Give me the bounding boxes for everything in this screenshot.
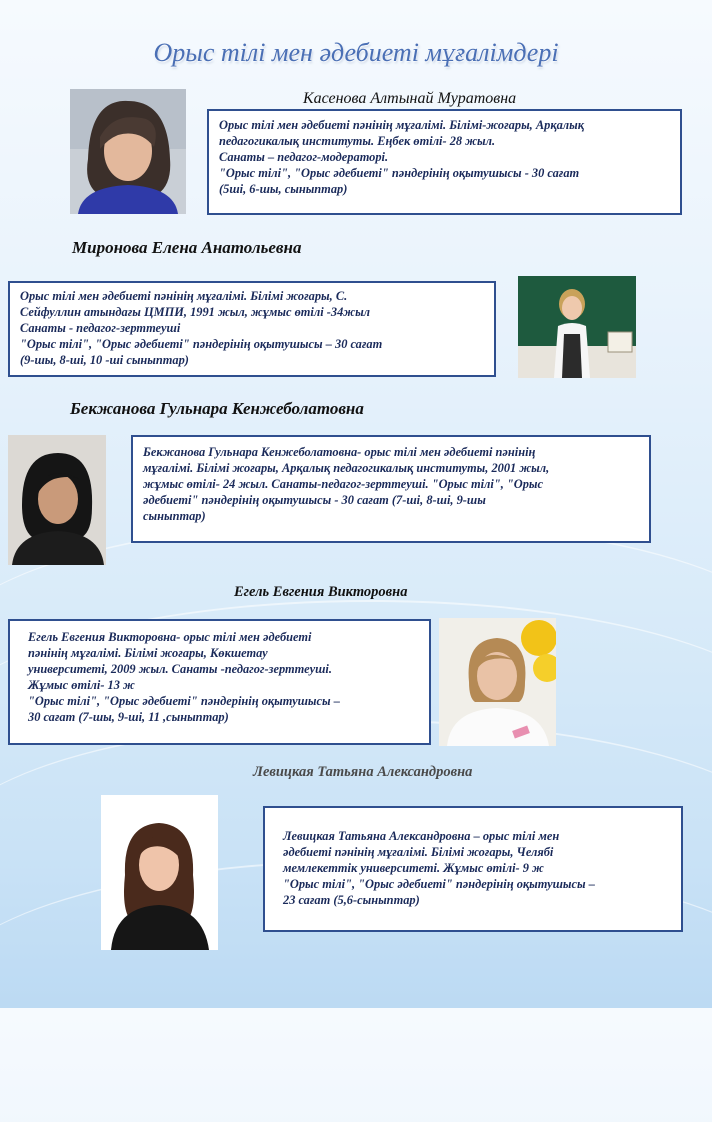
teacher-name-egel: Егель Евгения Викторовна <box>234 584 408 600</box>
teacher-info-box-levitskaya <box>263 806 683 932</box>
info-line: Орыс тілі мен әдебиеті пәнінің мұғалімі. Білімі-жоғары, Арқалық <box>219 118 585 132</box>
info-line: 30 сағат (7-шы, 9-ші, 11 ,сыныптар) <box>28 710 229 724</box>
portrait-photo-icon <box>439 618 556 746</box>
info-line: Егель Евгения Викторовна- орыс тілі мен әдебиеті <box>28 630 312 644</box>
teacher-photo-mironova <box>518 276 636 378</box>
teacher-photo-levitskaya <box>101 795 218 950</box>
portrait-photo-icon <box>70 89 186 214</box>
teacher-info-box-egel <box>8 619 431 745</box>
teacher-name-levitskaya: Левицкая Татьяна Александровна <box>253 764 473 780</box>
portrait-photo-icon <box>8 435 106 565</box>
info-line: жұмыс өтілі- 24 жыл. Санаты-педагог-зерттеуші. "Орыс тілі", "Орыс <box>143 477 544 491</box>
info-line: "Орыс тілі", "Орыс әдебиеті" пәндерінің оқытушысы – <box>28 694 340 708</box>
info-line: (9-шы, 8-ші, 10 -ші сыныптар) <box>20 353 189 367</box>
teacher-info-box-bekzhanova <box>131 435 651 543</box>
info-line: Санаты – педагог-модераторі. <box>219 150 389 164</box>
portrait-photo-icon <box>101 795 218 950</box>
info-line: университеті, 2009 жыл. Санаты -педагог-зерттеуші. <box>28 662 332 676</box>
teacher-info-box-kasenova <box>207 109 682 215</box>
info-line: пәнінің мұғалімі. Білімі жоғары, Көкшетау <box>28 646 268 660</box>
info-line: Левицкая Татьяна Александровна – орыс тілі мен <box>283 829 560 843</box>
info-line: Бекжанова Гульнара Кенжеболатовна- орыс тілі мен әдебиеті пәнінің <box>143 445 536 459</box>
info-line: "Орыс тілі", "Орыс әдебиеті" пәндерінің оқытушысы – <box>283 877 595 891</box>
teacher-name-kasenova: Касенова Алтынай Муратовна <box>303 90 517 107</box>
teacher-name-mironova: Миронова Елена Анатольевна <box>72 238 302 257</box>
info-line: сыныптар) <box>143 509 206 523</box>
info-line: Орыс тілі мен әдебиеті пәнінің мұғалімі. Білімі жоғары, С. <box>20 289 348 303</box>
teacher-photo-egel <box>439 618 556 746</box>
info-line: әдебиеті" пәндерінің оқытушысы - 30 сағат (7-ші, 8-ші, 9-шы <box>143 493 486 507</box>
info-line: "Орыс тілі", "Орыс әдебиеті" пәндерінің оқытушысы - 30 сағат <box>219 166 580 180</box>
page-title: Орыс тілі мен әдебиеті мұғалімдері <box>153 38 559 67</box>
info-line: Санаты - педагог-зерттеуші <box>20 321 181 335</box>
teacher-photo-kasenova <box>70 89 186 214</box>
info-line: Жұмыс өтілі- 13 ж <box>28 678 135 692</box>
info-line: Сейфуллин атындағы ЦМПИ, 1991 жыл, жұмыс өтілі -34жыл <box>20 305 371 319</box>
info-line: мұғалімі. Білімі жоғары, Арқалық педагогикалық институты, 2001 жыл, <box>143 461 550 475</box>
info-line: "Орыс тілі", "Орыс әдебиеті" пәндерінің оқытушысы – 30 сағат <box>20 337 383 351</box>
info-line: 23 сағат (5,6-сыныптар) <box>283 893 420 907</box>
info-line: әдебиеті пәнінің мұғалімі. Білімі жоғары, Челябі <box>283 845 554 859</box>
info-line: мемлекеттік университеті. Жұмыс өтілі- 9 ж <box>283 861 544 875</box>
info-line: педагогикалық институты. Еңбек өтілі- 28 жыл. <box>219 134 496 148</box>
classroom-photo-icon <box>518 276 636 378</box>
info-line: (5ші, 6-шы, сыныптар) <box>219 182 348 196</box>
teacher-info-box-mironova <box>8 281 496 377</box>
teacher-name-bekzhanova: Бекжанова Гульнара Кенжеболатовна <box>70 399 364 418</box>
teacher-photo-bekzhanova <box>8 435 106 565</box>
